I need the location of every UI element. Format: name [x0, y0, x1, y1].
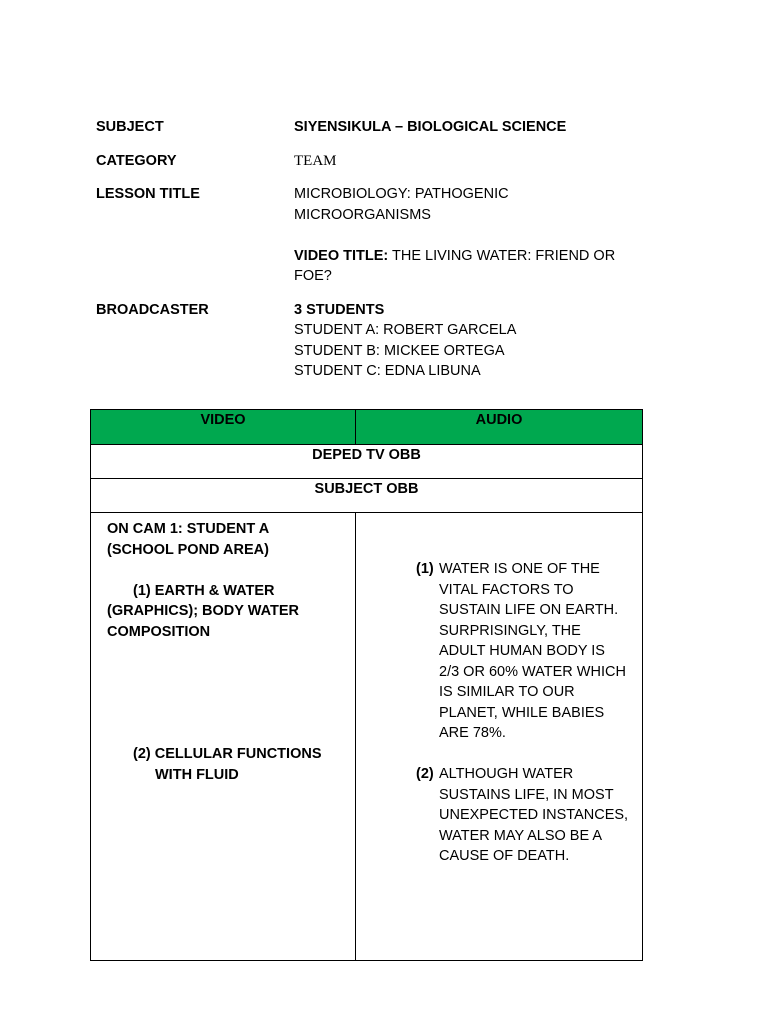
category-row	[96, 151, 656, 172]
broadcaster-label: BROADCASTER	[96, 301, 209, 318]
video-title-value: THE LIVING WATER: FRIEND OR FOE?	[294, 247, 616, 284]
category-label: CATEGORY	[96, 152, 177, 169]
lesson-value-block	[294, 184, 639, 287]
subject-label: SUBJECT	[96, 119, 164, 135]
subject-value: SIYENSIKULA – BIOLOGICAL SCIENCE	[294, 119, 567, 135]
student-line: STUDENT B: MICKEE ORTEGA	[294, 342, 505, 359]
video-header: VIDEO	[91, 410, 356, 445]
video-line: (2) CELLULAR FUNCTIONS	[133, 746, 322, 762]
video-cell	[91, 513, 356, 961]
audio-cell	[356, 513, 643, 961]
audio-item	[416, 764, 632, 867]
video-title	[294, 246, 639, 287]
student-line: STUDENT A: ROBERT GARCELA	[294, 322, 517, 338]
script-table	[90, 409, 643, 961]
subject-obb-cell: SUBJECT OBB	[91, 479, 643, 513]
subject-row	[96, 117, 656, 138]
video-line: (GRAPHICS); BODY WATER	[107, 603, 299, 619]
student-line: STUDENT C: EDNA LIBUNA	[294, 363, 481, 379]
audio-item-text: ALTHOUGH WATER SUSTAINS LIFE, IN MOST UNEXPECTED INSTANCES, WATER MAY ALSO BE A CAUSE OF DEATH.	[439, 766, 629, 864]
broadcaster-value-block	[294, 300, 639, 382]
table-row	[91, 479, 643, 513]
video-line: WITH FLUID	[155, 766, 239, 783]
broadcaster-count: 3 STUDENTS	[294, 301, 385, 318]
lesson-value: MICROBIOLOGY: PATHOGENIC MICROORGANISMS	[294, 186, 509, 223]
lesson-row	[96, 184, 656, 287]
audio-item	[416, 559, 632, 744]
lesson-label: LESSON TITLE	[96, 186, 200, 202]
broadcaster-row	[96, 300, 656, 382]
audio-header: AUDIO	[356, 410, 643, 445]
video-line: ON CAM 1: STUDENT A	[107, 521, 270, 537]
video-title-label: VIDEO TITLE:	[294, 247, 389, 264]
audio-item-number: (2)	[416, 766, 434, 782]
audio-item-number: (1)	[416, 561, 434, 577]
table-row	[91, 513, 643, 961]
video-line: (SCHOOL POND AREA)	[107, 541, 269, 558]
video-line: (1) EARTH & WATER	[133, 582, 275, 599]
category-value: TEAM	[294, 152, 337, 169]
deped-obb-cell: DEPED TV OBB	[91, 445, 643, 479]
table-row	[91, 445, 643, 479]
table-header-row	[91, 410, 643, 445]
audio-item-text: WATER IS ONE OF THE VITAL FACTORS TO SUSTAIN LIFE ON EARTH. SURPRISINGLY, THE ADULT HUMAN BODY IS 2/3 OR 60% WATER WHICH IS SIMILAR TO OUR PLANET, WHILE BABIES ARE 78%.	[439, 561, 626, 741]
video-line: COMPOSITION	[107, 623, 211, 640]
metadata-block	[96, 117, 656, 395]
